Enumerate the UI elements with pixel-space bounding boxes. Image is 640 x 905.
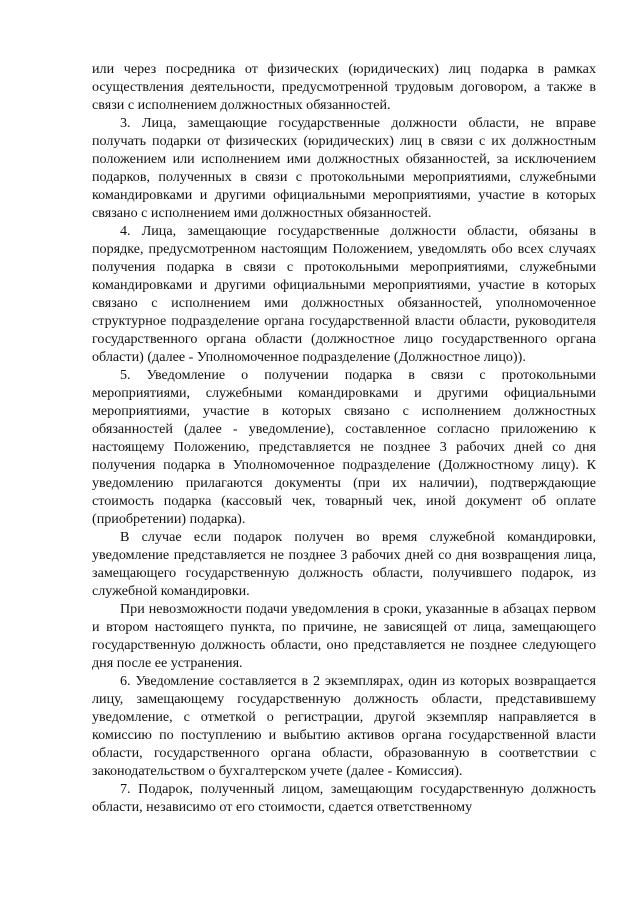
paragraph-item-7: 7. Подарок, полученный лицом, замещающим государственную должность области, независимо от его стоимости, сдается ответственному	[92, 781, 596, 815]
paragraph-item-5-impossibility: При невозможности подачи уведомления в сроки, указанные в абзацах первом и втором настоящего пункта, по причине, не зависящей от лица, замещающего государственную должность области, оно представляется не позднее следующего дня после ее устранения.	[92, 601, 596, 671]
paragraph-item-5-business-trip: В случае если подарок получен во время служебной командировки, уведомление представляется не позднее 3 рабочих дней со дня возвращения лица, замещающего государственную должность области, получившего подарок, из служебной командировки.	[92, 529, 596, 599]
paragraph-item-5: 5. Уведомление о получении подарка в связи с протокольными мероприятиями, служебными командировками и другими официальными мероприятиями, участие в которых связано с исполнением должностных обязанностей (далее - уведомление), составленное согласно приложению к настоящему Положению, представляется не позднее 3 рабочих дней со дня получения подарка в Уполномоченное подразделение (Должностному лицу). К уведомлению прилагаются документы (при их наличии), подтверждающие стоимость подарка (кассовый чек, товарный чек, иной документ об оплате (приобретении) подарка).	[92, 367, 596, 527]
paragraph-item-3: 3. Лица, замещающие государственные должности области, не вправе получать подарки от физических (юридических) лиц в связи с их должностным положением или исполнением ими должностных обязанностей, за исключением подарков, полученных в связи с протокольными мероприятиями, служебными командировками и другими официальными мероприятиями, участие в которых связано с исполнением ими должностных обязанностей.	[92, 115, 596, 221]
paragraph-item-4: 4. Лица, замещающие государственные должности области, обязаны в порядке, предусмотренном настоящим Положением, уведомлять обо всех случаях получения подарка в связи с протокольными мероприятиями, служебными командировками и другими официальными мероприятиями, участие в которых связано с исполнением ими должностных обязанностей, уполномоченное структурное подразделение органа государственной власти области, руководителя государственного органа области (должностное лицо государственного органа области) (далее - Уполномоченное подразделение (Должностное лицо)).	[92, 223, 596, 365]
paragraph-item-6: 6. Уведомление составляется в 2 экземплярах, один из которых возвращается лицу, замещающему государственную должность области, представившему уведомление, с отметкой о регистрации, другой экземпляр направляется в комиссию по поступлению и выбытию активов органа государственной власти области, государственного органа области, образованную в соответствии с законодательством о бухгалтерском учете (далее - Комиссия).	[92, 673, 596, 779]
paragraph-continuation: или через посредника от физических (юридических) лиц подарка в рамках осуществления деятельности, предусмотренной трудовым договором, а также в связи с исполнением должностных обязанностей.	[92, 61, 596, 113]
